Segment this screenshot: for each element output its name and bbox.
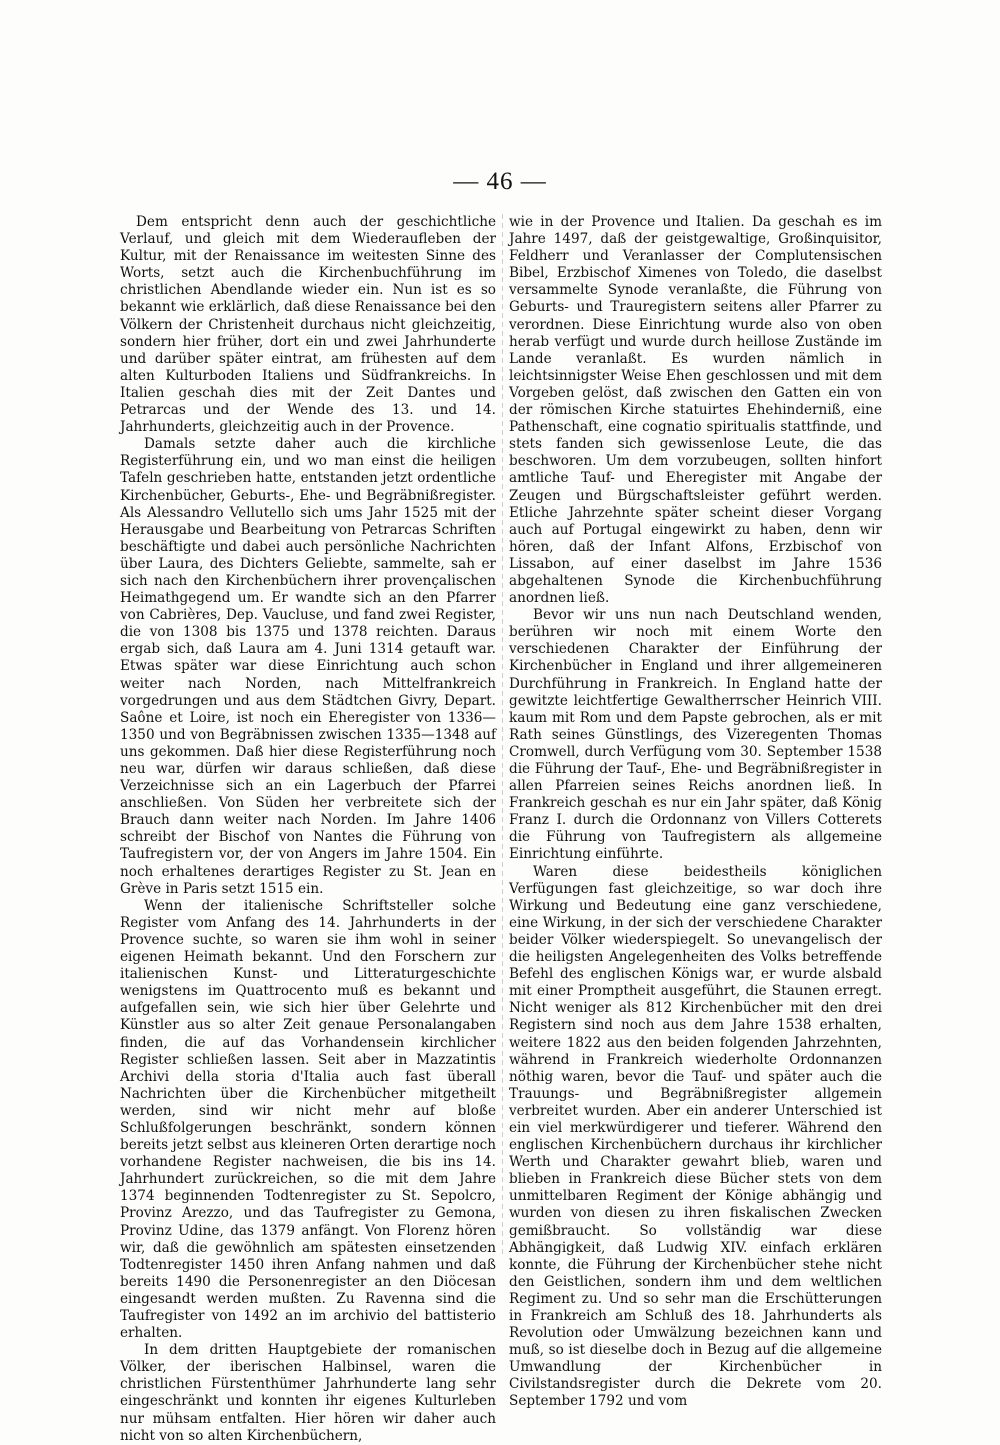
paragraph: wie in der Provence und Italien. Da geschah es im Jahre 1497, daß der geistgewaltige, Großinquisitor, Feldherr und Veranlasser der Complutensischen Bibel, Erzbischof Ximenes von Toledo, die daselbst versammelte Synode veranlaßte, die Führung von Geburts- und Trauregistern seitens aller Pfarrer zu verordnen. Diese Einrichtung wurde also von oben herab verfügt und wurde durch heillose Zustände im Lande veranlaßt. Es wurden nämlich in leichtsinnigster Weise Ehen geschlossen und mit dem Vorgeben gelöst, daß zwischen den Gatten ein von der römischen Kirche statuirtes Ehehinderniß, eine Pathenschaft, eine cognatio spiritualis stattfinde, und stets fanden sich gewissenlose Leute, die das beschworen. Um dem vorzubeugen, sollten hinfort amtliche Tauf- und Eheregister mit Angabe der Zeugen und Bürgschaftsleister geführt werden. Etliche Jahrzehnte später scheint dieser Vorgang auch auf Portugal eingewirkt zu haben, denn wir hören, daß der Infant Alfons, Erzbischof von Lissabon, auf einer daselbst im Jahre 1536 abgehaltenen Synode die Kirchenbuchführung anordnen ließ.: [509, 214, 882, 607]
paragraph: Waren diese beidestheils königlichen Verfügungen fast gleichzeitige, so war doch ihre Wirkung und Bedeutung eine ganz verschiedene, eine Wirkung, in der sich der verschiedene Charakter beider Völker wiederspiegelt. So unevangelisch der die heiligsten Angelegenheiten des Volks betreffende Befehl des englischen Königs war, er wurde alsbald mit einer Promptheit ausgeführt, die Staunen erregt. Nicht weniger als 812 Kirchenbücher mit den drei Registern sind noch aus dem Jahre 1538 erhalten, weitere 1822 aus den beiden folgenden Jahrzehnten, während in Frankreich wiederholte Ordonnanzen nöthig waren, bevor die Tauf- und später auch die Trauungs- und Begräbnißregister allgemein verbreitet wurden. Aber ein anderer Unterschied ist ein viel merkwürdigerer und tieferer. Während den englischen Kirchenbüchern durchaus ihr kirchlicher Werth und Charakter gewahrt blieb, waren und blieben in Frankreich diese Bücher stets von dem unmittelbaren Regiment der Könige abhängig und wurden von diesen zu ihren fiskalischen Zwecken gemißbraucht. So vollständig war diese Abhängigkeit, daß Ludwig XIV. einfach erklären konnte, die Führung der Kirchenbücher stehe nicht den Geistlichen, sondern ihm und dem weltlichen Regiment zu. Und so sehr man die Erschütterungen in Frankreich am Schluß des 18. Jahrhunderts als Revolution oder Umwälzung bezeichnen kann und muß, so ist dieselbe doch in Bezug auf die allgemeine Umwandlung der Kirchenbücher in Civilstandsregister durch die Dekrete vom 20. September 1792 und vom: [509, 863, 882, 1410]
column-divider: [502, 214, 503, 1254]
paragraph: Damals setzte daher auch die kirchliche Registerführung ein, und wo man einst die heiligen Tafeln geschrieben hatte, entstanden jetzt ordentliche Kirchenbücher, Geburts-, Ehe- und Begräbnißregister. Als Alessandro Vellutello sich ums Jahr 1525 mit der Herausgabe und Bearbeitung von Petrarcas Schriften beschäftigte und dabei auch persönliche Nachrichten über Laura, des Dichters Geliebte, sammelte, sah er sich nach den Kirchenbüchern ihrer provençalischen Heimathgegend um. Er wandte sich an den Pfarrer von Cabrières, Dep. Vaucluse, und fand zwei Register, die von 1308 bis 1375 und 1378 reichten. Daraus ergab sich, daß Laura am 4. Juni 1314 getauft war. Etwas später war diese Einrichtung auch schon weiter nach Norden, nach Mittelfrankreich vorgedrungen und aus dem Städtchen Givry, Depart. Saône et Loire, ist noch ein Eheregister von 1336—1350 und von Begräbnissen zwischen 1335—1348 auf uns gekommen. Daß hier diese Registerführung noch neu war, dürfen wir daraus schließen, daß diese Verzeichnisse sich an ein Lagerbuch der Pfarrei anschließen. Von Süden her verbreitete sich der Brauch dann weiter nach Norden. Im Jahre 1406 schreibt der Bischof von Nantes die Führung von Taufregistern vor, der von Angers im Jahre 1504. Ein noch erhaltenes derartiges Register zu St. Jean en Grève in Paris setzt 1515 ein.: [120, 436, 496, 897]
paragraph: In dem dritten Hauptgebiete der romanischen Völker, der iberischen Halbinsel, waren die christlichen Fürstenthümer Jahrhunderte lang sehr eingeschränkt und konnten ihr eigenes Kulturleben nur mühsam entfalten. Hier hören wir daher auch nicht von so alten Kirchenbüchern,: [120, 1342, 496, 1444]
paragraph: Wenn der italienische Schriftsteller solche Register vom Anfang des 14. Jahrhunderts in der Provence suchte, so waren sie ihm wohl in seiner eigenen Heimath bekannt. Und den Forschern zur italienischen Kunst- und Litteraturgeschichte wenigstens im Quattrocento muß es bekannt und aufgefallen sein, wie sich hier über Gelehrte und Künstler aus so alter Zeit genaue Personalangaben finden, die auf das Vorhandensein kirchlicher Register schließen lassen. Seit aber in Mazzatintis Archivi della storia d'Italia auch fast überall Nachrichten über die Kirchenbücher mitgetheilt werden, sind wir nicht mehr auf bloße Schlußfolgerungen beschränkt, sondern können bereits jetzt selbst aus kleineren Orten derartige noch vorhandene Register nachweisen, die bis ins 14. Jahrhundert zurückreichen, so die mit dem Jahre 1374 beginnenden Todtenregister zu St. Sepolcro, Provinz Arezzo, und das Taufregister zu Gemona, Provinz Udine, das 1379 anfängt. Von Florenz hören wir, daß die gewöhnlich am spätesten einsetzenden Todtenregister 1450 ihren Anfang nahmen und daß bereits 1490 die Personenregister an den Diöcesan eingesandt werden mußten. Zu Ravenna sind die Taufregister von 1492 an im archivio del battisterio erhalten.: [120, 897, 496, 1342]
page-number: — 46 —: [453, 168, 547, 195]
right-column: [509, 214, 882, 1411]
paragraph: Bevor wir uns nun nach Deutschland wenden, berühren wir noch mit einem Worte den verschiedenen Charakter der Einführung der Kirchenbücher in England und ihrer allgemeineren Durchführung in Frankreich. In England hatte der gewitzte leichtfertige Gewaltherrscher Heinrich VIII. kaum mit Rom und dem Papste gebrochen, als er mit Rath seines Günstlings, des Vizeregenten Thomas Cromwell, durch Verfügung vom 30. September 1538 die Führung der Tauf-, Ehe- und Begräbnißregister in allen Pfarreien seines Reichs anordnen ließ. In Frankreich geschah es nur ein Jahr später, daß König Franz I. durch die Ordonnanz von Villers Cotterets die Führung von Taufregistern als allgemeine Einrichtung einführte.: [509, 607, 882, 863]
paragraph: Dem entspricht denn auch der geschichtliche Verlauf, und gleich mit dem Wiederaufleben der Kultur, mit der Renaissance im weitesten Sinne des Worts, setzt auch die Kirchenbuchführung im christlichen Abendlande wieder ein. Nun ist es so bekannt wie erklärlich, daß diese Renaissance bei den Völkern der Christenheit durchaus nicht gleichzeitig, sondern hier früher, dort ein und zwei Jahrhunderte und darüber später eintrat, am frühesten auf dem alten Kulturboden Italiens und Südfrankreichs. In Italien geschah dies mit der Zeit Dantes und Petrarcas und der Wende des 13. und 14. Jahrhunderts, gleichzeitig auch in der Provence.: [120, 214, 497, 436]
left-column: [120, 214, 496, 1445]
